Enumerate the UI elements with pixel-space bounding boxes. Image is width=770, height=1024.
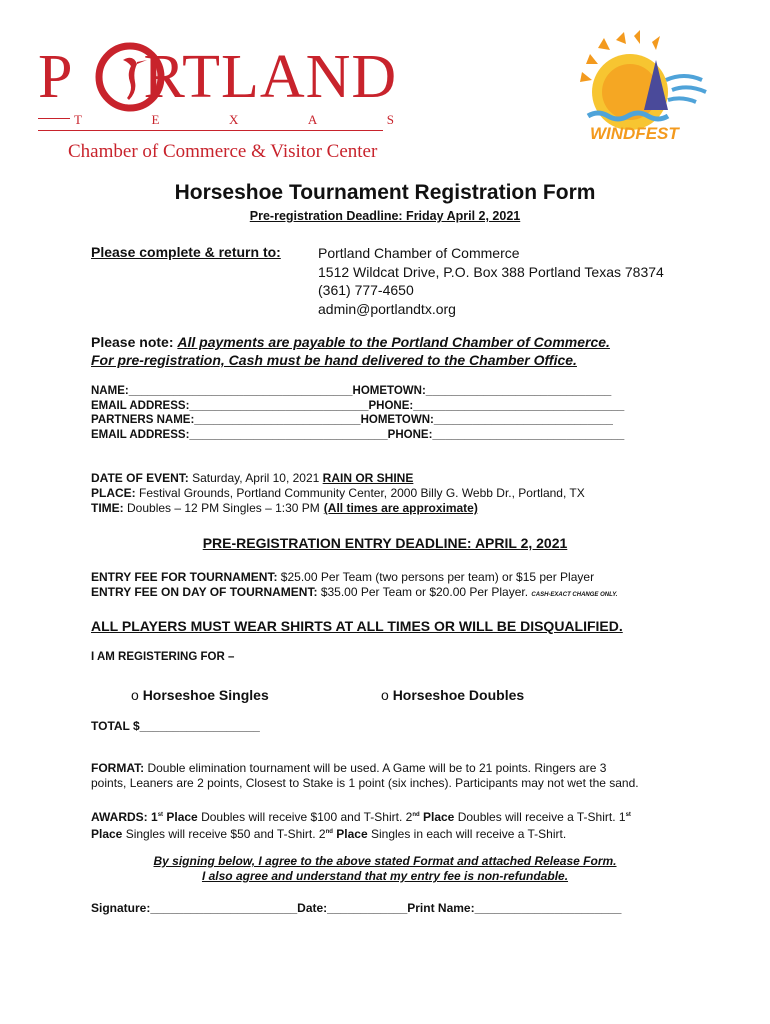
hometown-field: HOMETOWN:_____________________________: [352, 385, 612, 397]
address-line: Portland Chamber of Commerce: [318, 245, 520, 261]
date-label: DATE OF EVENT:: [91, 471, 189, 485]
texas-letter: E: [151, 112, 160, 127]
event-details: [91, 471, 585, 516]
doubles-label: Horseshoe Doubles: [392, 687, 525, 703]
registering-for: I AM REGISTERING FOR –: [91, 651, 235, 663]
email-field: EMAIL ADDRESS:____________________________: [91, 399, 369, 412]
time-note: (All times are approximate): [323, 501, 478, 515]
entry-deadline: PRE-REGISTRATION ENTRY DEADLINE: APRIL 2, 2021: [202, 535, 568, 551]
page-title: Horseshoe Tournament Registration Form: [174, 181, 596, 204]
format-text2: points, Leaners are 2 points, Closest to Stake is 1 point (six inches). Participants may not wet the sand.: [91, 776, 639, 790]
place-word: Place: [166, 810, 198, 824]
ordinal: nd: [412, 812, 420, 818]
address-email: admin@portlandtx.org: [318, 300, 456, 317]
texas-letter: A: [307, 112, 318, 127]
fee2-value: $35.00 Per Team or $20.00 Per Player.: [320, 585, 529, 599]
time-value: Doubles – 12 PM Singles – 1:30 PM: [127, 501, 320, 515]
field-row[interactable]: [91, 413, 691, 428]
fee2-note: CASH-EXACT CHANGE ONLY.: [531, 592, 618, 598]
fee1-label: ENTRY FEE FOR TOURNAMENT:: [91, 570, 278, 584]
ordinal: nd: [325, 829, 333, 835]
name-field: NAME:___________________________________: [91, 385, 353, 397]
windfest-text: WINDFEST: [590, 124, 679, 143]
ordinal: st: [157, 812, 164, 818]
place-value: Festival Grounds, Portland Community Center, 2000 Billy G. Webb Dr., Portland, TX: [139, 486, 585, 500]
note-line2: For pre-registration, Cash must be hand delivered to the Chamber Office.: [91, 352, 577, 368]
awards-label: AWARDS: 1: [91, 810, 158, 824]
place-word: Place: [91, 827, 123, 841]
portland-logo: [38, 40, 418, 170]
field-row[interactable]: [91, 384, 691, 399]
field-row[interactable]: [91, 399, 691, 414]
field-row[interactable]: [91, 428, 691, 443]
time-label: TIME:: [91, 501, 124, 515]
address-block: [318, 244, 664, 318]
partner-hometown-field: HOMETOWN:____________________________: [360, 414, 613, 426]
checkbox-icon[interactable]: o: [131, 687, 139, 703]
note-label: Please note:: [91, 334, 174, 350]
singles-option[interactable]: [131, 687, 269, 703]
agreement-block: [0, 854, 770, 884]
phone-field: PHONE:_________________________________: [368, 399, 625, 412]
shirts-notice: ALL PLAYERS MUST WEAR SHIRTS AT ALL TIMES OR WILL BE DISQUALIFIED.: [91, 618, 623, 634]
partner-phone-field: PHONE:______________________________: [387, 428, 625, 441]
texas-letter: S: [386, 112, 394, 127]
return-label: Please complete & return to:: [91, 244, 281, 260]
fee2-label: ENTRY FEE ON DAY OF TOURNAMENT:: [91, 585, 318, 599]
payment-note: [91, 333, 610, 369]
logo-rule: [38, 130, 383, 131]
place-word: Place: [336, 827, 368, 841]
portland-wordmark: P RTLAND: [38, 43, 398, 111]
awards-text: Singles in each will receive a T-Shirt.: [370, 827, 567, 841]
partner-name-field: PARTNERS NAME:__________________________: [91, 414, 361, 426]
awards-text: Singles will receive $50 and T-Shirt. 2: [125, 827, 326, 841]
doubles-option[interactable]: [381, 687, 524, 703]
texas-letter: T: [74, 112, 82, 127]
rain-note: RAIN OR SHINE: [322, 471, 414, 485]
agreement-line2: I also agree and understand that my entry fee is non-refundable.: [201, 869, 569, 883]
awards-text: Doubles will receive a T-Shirt. 1: [457, 810, 626, 824]
registrant-fields: [91, 384, 691, 442]
windfest-logo: [568, 30, 718, 150]
signature-line[interactable]: Signature:______________________Date:____________Print Name:______________________: [91, 901, 622, 915]
awards-text: Doubles will receive $100 and T-Shirt. 2: [201, 810, 413, 824]
texas-letter: X: [228, 112, 239, 127]
chamber-line: Chamber of Commerce & Visitor Center: [68, 141, 378, 162]
texas-letters: [70, 112, 398, 128]
agreement-line1: By signing below, I agree to the above stated Format and attached Release Form.: [153, 854, 617, 868]
note-line1: All payments are payable to the Portland Chamber of Commerce.: [177, 334, 610, 350]
fees-block: [91, 570, 617, 603]
awards-block: [91, 808, 711, 842]
place-word: Place: [423, 810, 455, 824]
fee1-value: $25.00 Per Team (two persons per team) or $15 per Player: [280, 570, 595, 584]
singles-label: Horseshoe Singles: [142, 687, 269, 703]
format-block: [91, 761, 691, 791]
address-line: 1512 Wildcat Drive, P.O. Box 388 Portland Texas 78374: [318, 263, 664, 280]
format-label: FORMAT:: [91, 761, 145, 775]
format-text1: Double elimination tournament will be used. A Game will be to 21 points. Ringers are 3: [147, 761, 607, 775]
date-value: Saturday, April 10, 2021: [192, 471, 320, 485]
prereg-deadline: Pre-registration Deadline: Friday April 2, 2021: [249, 209, 521, 223]
ordinal: st: [625, 812, 631, 818]
partner-email-field: EMAIL ADDRESS:_______________________________: [91, 428, 388, 441]
address-line: (361) 777-4650: [318, 282, 414, 298]
checkbox-icon[interactable]: o: [381, 687, 389, 703]
total-field[interactable]: TOTAL $__________________: [91, 719, 260, 733]
place-label: PLACE:: [91, 486, 136, 500]
